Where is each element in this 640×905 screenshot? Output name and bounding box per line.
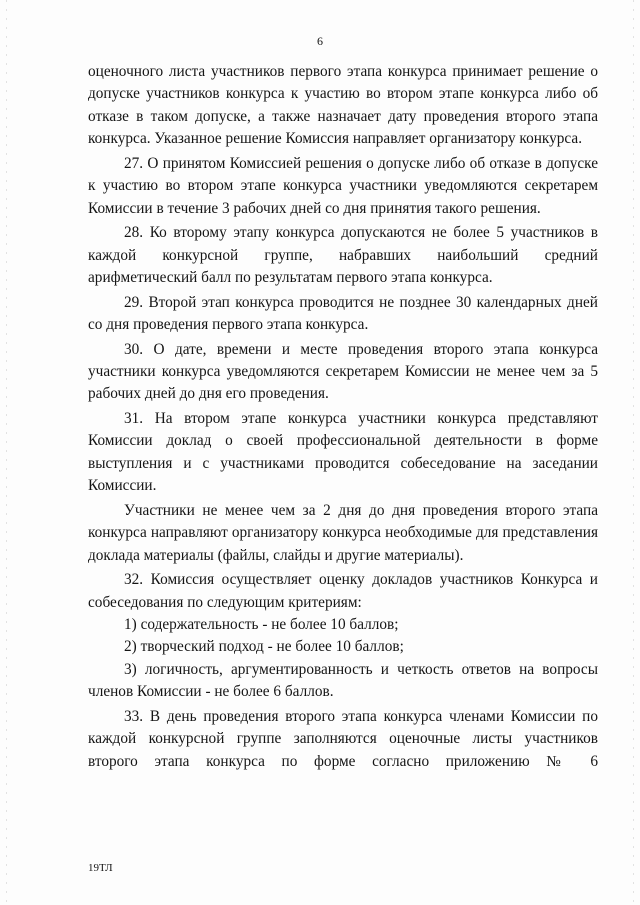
document-body <box>88 61 598 773</box>
document-code: 19ТЛ <box>88 862 113 874</box>
paragraph-continuation: оценочного листа участников первого этапа конкурса принимает решение о допуске участников конкурса к участию во втором этапе конкурса либо об отказе в таком допуске, а также назначает дату проведения второго этапа конкурса. Указанное решение Комиссия направляет организатору конкурса. <box>88 63 598 148</box>
page-number: 6 <box>317 34 323 48</box>
paragraph-28: 28. Ко второму этапу конкурса допускаются не более 5 участников в каждой конкурсной группе, набравших наибольший средний арифметический балл по результатам первого этапа конкурса. <box>88 224 598 287</box>
paragraph-32: 32. Комиссия осуществляет оценку докладов участников Конкурса и собеседования по следующим критериям: <box>88 571 598 611</box>
paragraph-31-participants: Участники не менее чем за 2 дня до дня проведения второго этапа конкурса направляют организатору конкурса необходимые для представления доклада материалы (файлы, слайды и другие материалы). <box>88 501 598 564</box>
scan-edge-right <box>633 0 634 905</box>
paragraph-33: 33. В день проведения второго этапа конкурса членами Комиссии по каждой конкурсной группе заполняются оценочные листы участников второго этапа конкурса по форме согласно приложению № 6 <box>88 707 598 770</box>
paragraph-31: 31. На втором этапе конкурса участники конкурса представляют Комиссии доклад о своей профессиональной деятельности в форме выступления и с участниками проводится собеседование на заседании Комиссии. <box>88 410 598 495</box>
paragraph-30: 30. О дате, времени и месте проведения второго этапа конкурса участники конкурса уведомляются секретарем Комиссии не менее чем за 5 рабочих дней до дня его проведения. <box>88 340 598 403</box>
criteria-item-2: 2) творческий подход - не более 10 баллов; <box>124 638 404 656</box>
criteria-item-1: 1) содержательность - не более 10 баллов; <box>124 616 399 634</box>
paragraph-29: 29. Второй этап конкурса проводится не позднее 30 календарных дней со дня проведения первого этапа конкурса. <box>88 293 598 334</box>
paragraph-27: 27. О принятом Комиссией решения о допуске либо об отказе в допуске к участию во втором этапе конкурса участники уведомляются секретарем Комиссии в течение 3 рабочих дней со дня принятия такого решения. <box>88 154 598 217</box>
criteria-item-3: 3) логичность, аргументированность и четкость ответов на вопросы членов Комиссии - не более 6 баллов. <box>88 660 598 701</box>
scan-edge-left <box>6 0 7 905</box>
